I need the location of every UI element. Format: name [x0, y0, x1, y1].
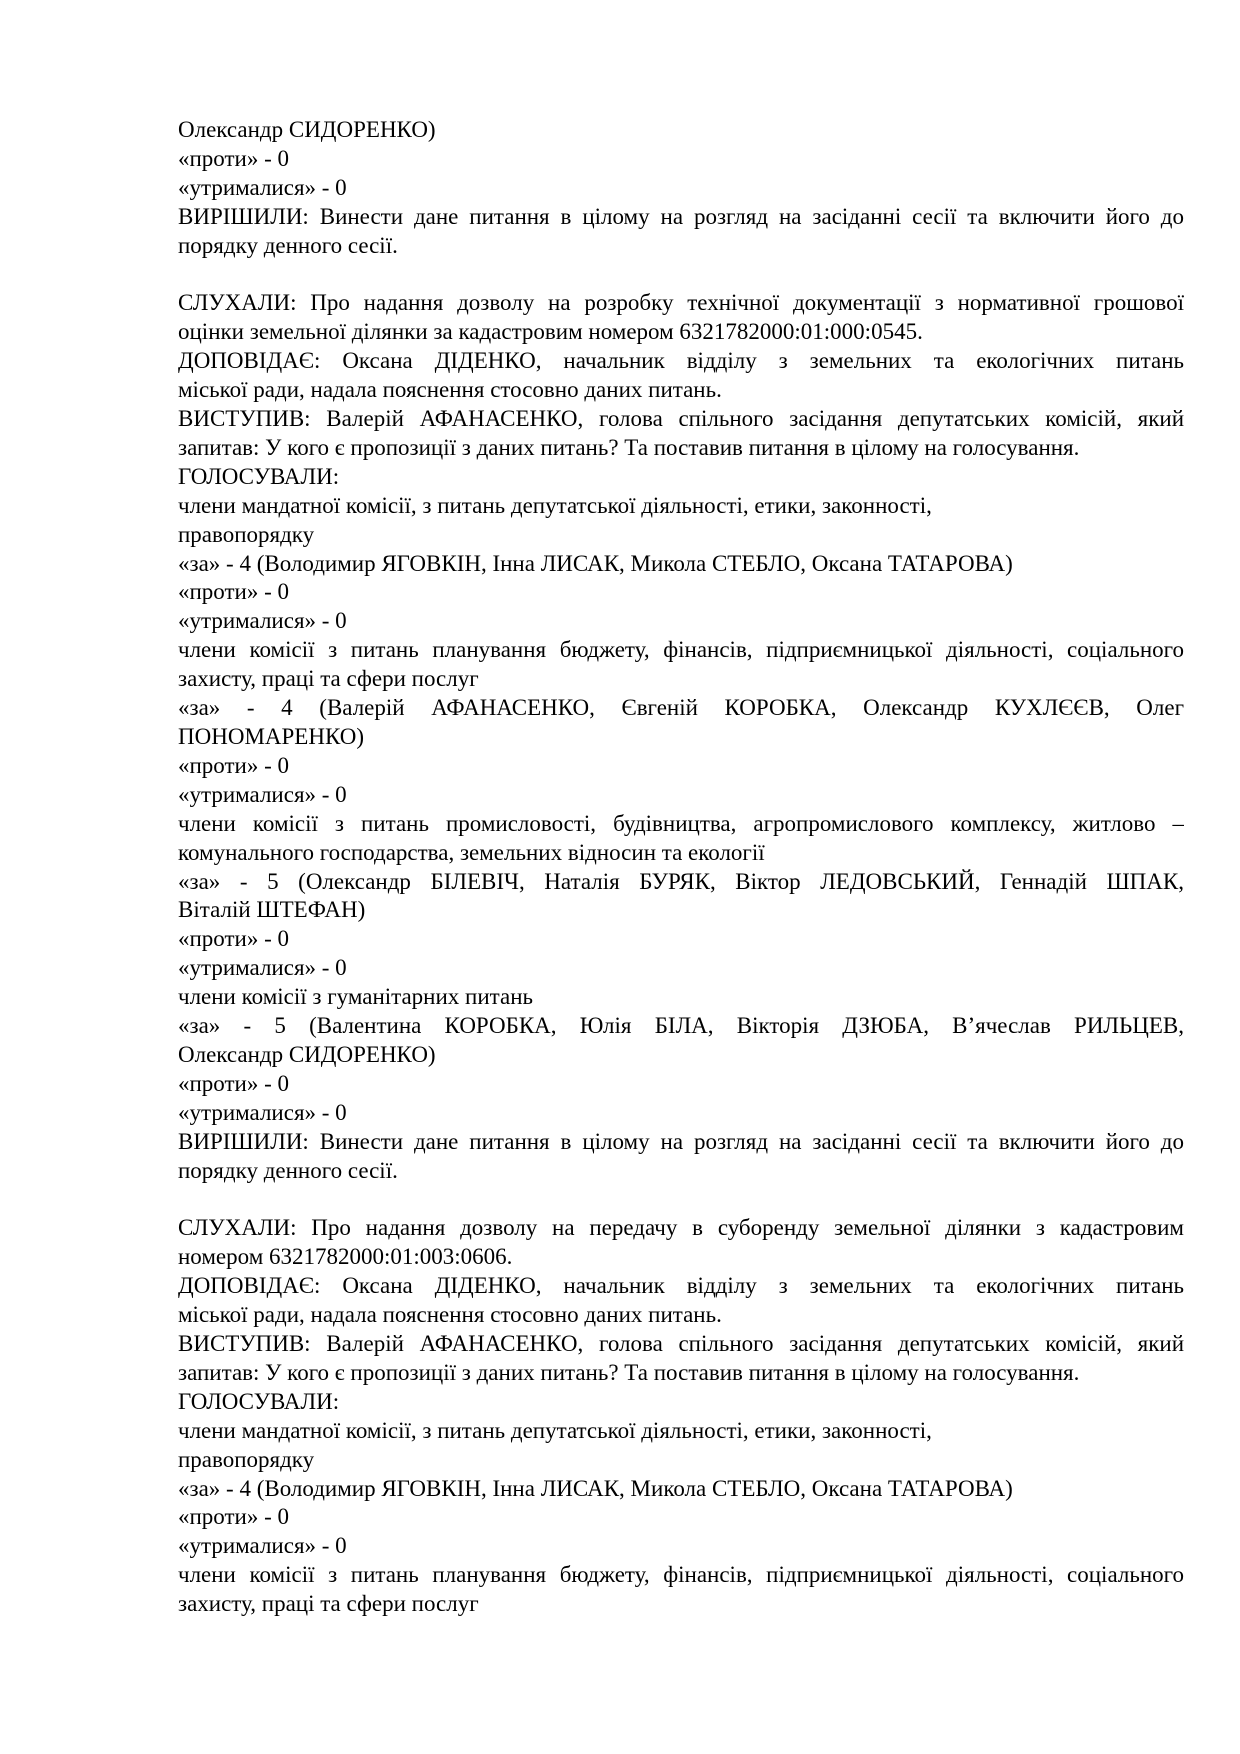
vote-abstained: «утрималися» - 0: [178, 608, 347, 634]
vote-against: «проти» - 0: [178, 1070, 290, 1096]
vote-against: «проти» - 0: [178, 579, 290, 605]
text-line: правопорядку: [178, 521, 315, 547]
text-line: Олександр СИДОРЕНКО): [178, 1041, 436, 1067]
text-line: запитав: У кого є пропозиції з даних питань? Та поставив питання в цілому на голосування.: [178, 434, 1080, 460]
vote-abstained: «утрималися» - 0: [178, 1533, 347, 1559]
text-line: захисту, праці та сфери послуг: [178, 666, 479, 692]
vote-abstained: «утрималися» - 0: [178, 781, 347, 807]
voting-heading: ГОЛОСУВАЛИ:: [178, 463, 340, 489]
text-line: оцінки земельної ділянки за кадастровим номером 6321782000:01:000:0545.: [178, 319, 923, 345]
vote-against: «проти» - 0: [178, 1504, 290, 1530]
reporter-line: ДОПОВІДАЄ: Оксана ДІДЕНКО, начальник відділу з земельних та екологічних питань: [178, 1273, 1184, 1299]
vote-abstained: «утрималися» - 0: [178, 955, 347, 981]
voting-heading: ГОЛОСУВАЛИ:: [178, 1388, 340, 1414]
text-line: Віталій ШТЕФАН): [178, 897, 366, 923]
vote-for: «за» - 4 (Володимир ЯГОВКІН, Інна ЛИСАК, Микола СТЕБЛО, Оксана ТАТАРОВА): [178, 1475, 1013, 1501]
vote-for: «за» - 4 (Володимир ЯГОВКІН, Інна ЛИСАК, Микола СТЕБЛО, Оксана ТАТАРОВА): [178, 550, 1013, 576]
vote-against: «проти» - 0: [178, 145, 290, 171]
vote-abstained: «утрималися» - 0: [178, 1099, 347, 1125]
vote-against: «проти» - 0: [178, 752, 290, 778]
text-line: порядку денного сесії.: [178, 232, 398, 258]
decision-line: ВИРІШИЛИ: Винести дане питання в цілому на розгляд на засіданні сесії та включити його до: [178, 203, 1184, 229]
commission-line: члени комісії з питань планування бюджету, фінансів, підприємницької діяльності, соціального: [178, 637, 1184, 663]
heard-line: СЛУХАЛИ: Про надання дозволу на розробку технічної документації з нормативної грошової: [178, 290, 1184, 316]
vote-abstained: «утрималися» - 0: [178, 174, 347, 200]
reporter-line: ДОПОВІДАЄ: Оксана ДІДЕНКО, начальник відділу з земельних та екологічних питань: [178, 348, 1184, 374]
text-line: комунального господарства, земельних відносин та екології: [178, 839, 765, 865]
commission-line: члени мандатної комісії, з питань депутатської діяльності, етики, законності,: [178, 1417, 932, 1443]
vote-for: «за» - 4 (Валерій АФАНАСЕНКО, Євгеній КОРОБКА, Олександр КУХЛЄЄВ, Олег: [178, 695, 1184, 721]
paragraph-gap: [178, 261, 1184, 290]
text-line: порядку денного сесії.: [178, 1157, 398, 1183]
text-line: Олександр СИДОРЕНКО): [178, 117, 436, 142]
commission-line: члени комісії з питань планування бюджету, фінансів, підприємницької діяльності, соціального: [178, 1562, 1184, 1588]
speaker-line: ВИСТУПИВ: Валерій АФАНАСЕНКО, голова спільного засідання депутатських комісій, який: [178, 1331, 1184, 1357]
vote-for: «за» - 5 (Олександр БІЛЕВІЧ, Наталія БУРЯК, Віктор ЛЕДОВСЬКИЙ, Геннадій ШПАК,: [178, 868, 1184, 894]
decision-line: ВИРІШИЛИ: Винести дане питання в цілому на розгляд на засіданні сесії та включити його до: [178, 1128, 1184, 1154]
vote-against: «проти» - 0: [178, 926, 290, 952]
commission-line: члени комісії з гуманітарних питань: [178, 984, 534, 1010]
paragraph-gap: [178, 1186, 1184, 1215]
text-line: ПОНОМАРЕНКО): [178, 724, 364, 750]
document-page: [178, 116, 1184, 1619]
text-line: запитав: У кого є пропозиції з даних питань? Та поставив питання в цілому на голосування.: [178, 1359, 1080, 1385]
text-line: правопорядку: [178, 1446, 315, 1472]
text-line: міської ради, надала пояснення стосовно даних питань.: [178, 377, 722, 403]
text-line: міської ради, надала пояснення стосовно даних питань.: [178, 1302, 722, 1328]
vote-for: «за» - 5 (Валентина КОРОБКА, Юлія БІЛА, Вікторія ДЗЮБА, В’ячеслав РИЛЬЦЕВ,: [178, 1013, 1184, 1039]
speaker-line: ВИСТУПИВ: Валерій АФАНАСЕНКО, голова спільного засідання депутатських комісій, який: [178, 406, 1184, 432]
text-line: номером 6321782000:01:003:0606.: [178, 1244, 513, 1270]
heard-line: СЛУХАЛИ: Про надання дозволу на передачу в суборенду земельної ділянки з кадастровим: [178, 1215, 1184, 1241]
commission-line: члени комісії з питань промисловості, будівництва, агропромислового комплексу, житлово –: [178, 810, 1184, 836]
text-line: захисту, праці та сфери послуг: [178, 1591, 479, 1617]
commission-line: члени мандатної комісії, з питань депутатської діяльності, етики, законності,: [178, 492, 932, 518]
